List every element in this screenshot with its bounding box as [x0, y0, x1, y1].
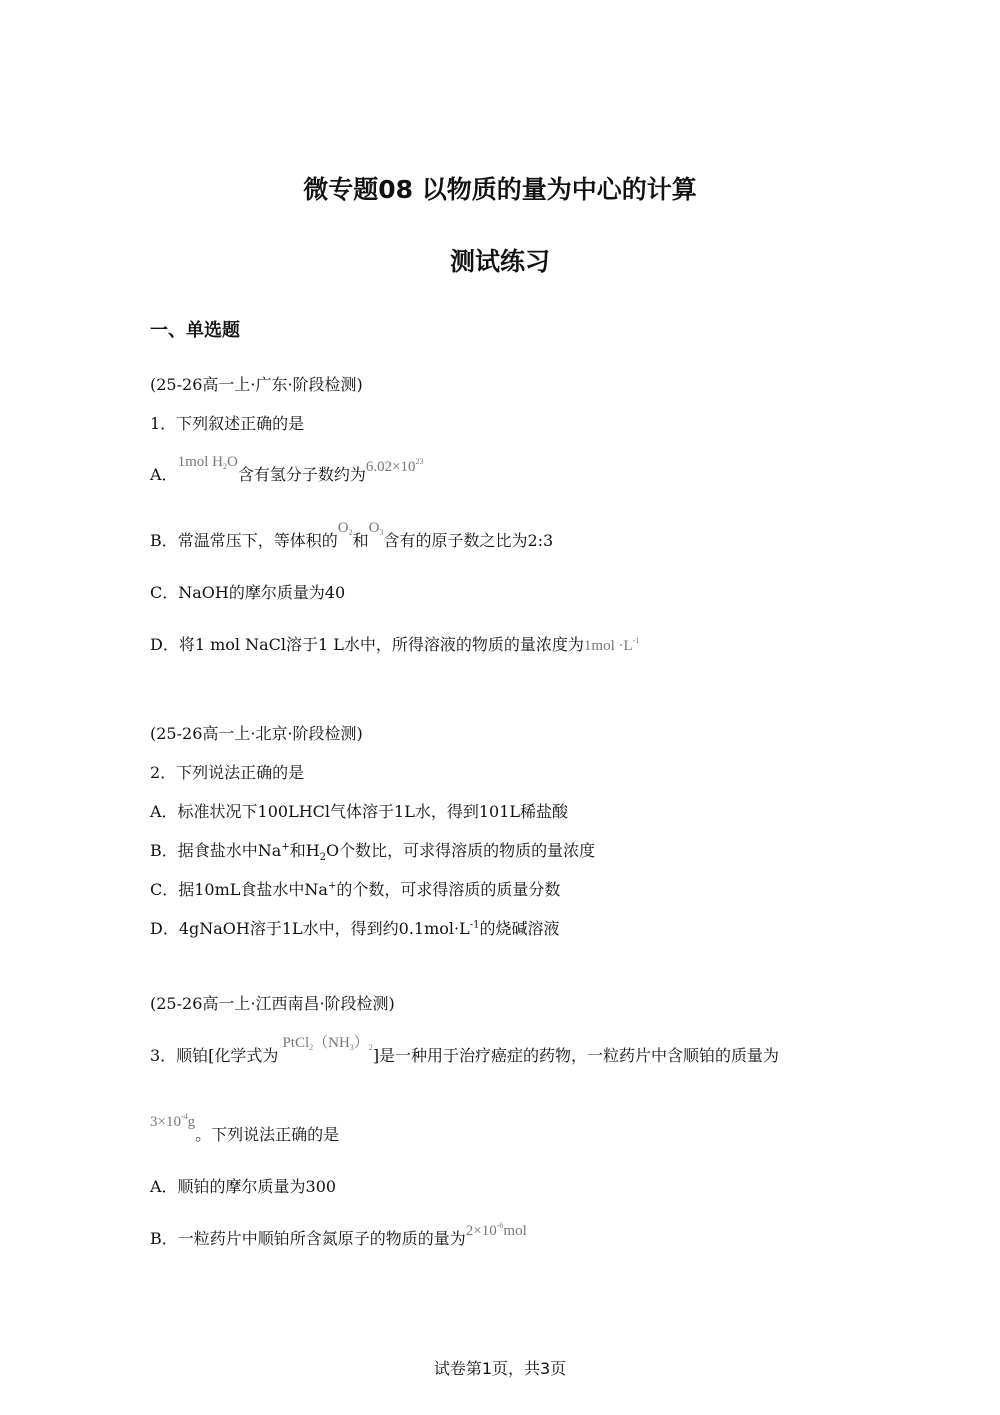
page-title: 微专题08 以物质的量为中心的计算 — [303, 175, 697, 204]
q1-b-post: 含有的原子数之比为2:3 — [383, 531, 554, 550]
q3-source: (25-26高一上·江西南昌·阶段检测) — [150, 994, 395, 1013]
q3-b-f-sup: -6 — [496, 1221, 504, 1230]
q3-stem — [150, 1035, 780, 1066]
q1-b-formula-1 — [338, 520, 353, 536]
q1-d-f-sup: -1 — [632, 636, 640, 645]
q1-d-f-main: 1mol ·L — [583, 638, 633, 654]
q3-f1-c: ） — [353, 1035, 369, 1051]
q3-f2-end: g — [187, 1114, 196, 1130]
q2-option-d — [150, 916, 560, 939]
q3-option-a: A．顺铂的摩尔质量为300 — [150, 1177, 337, 1196]
q3-f2-main: 3×10 — [150, 1114, 181, 1130]
q1-stem: 1．下列叙述正确的是 — [150, 414, 305, 433]
q3-formula-1 — [282, 1035, 372, 1051]
q2-option-c — [150, 877, 560, 900]
section-heading: 一、单选题 — [150, 320, 240, 341]
q1-a-f1-end: O — [226, 454, 238, 470]
q3-stem2-text: 。下列说法正确的是 — [195, 1125, 340, 1144]
q1-a-formula-2 — [366, 459, 424, 475]
q1-a-mid: 含有氢分子数约为 — [237, 465, 366, 484]
q1-b-formula-2 — [369, 520, 384, 536]
q3-f1-b: （NH — [313, 1035, 350, 1051]
q2-stem: 2．下列说法正确的是 — [150, 763, 305, 782]
q1-option-a — [150, 454, 424, 485]
q2-b-mid: 和H — [289, 841, 320, 860]
q3-stem-2 — [150, 1112, 340, 1145]
q2-d-post: 的烧碱溶液 — [479, 919, 560, 938]
q2-source: (25-26高一上·北京·阶段检测) — [150, 724, 363, 743]
q1-a-formula-1 — [178, 454, 238, 470]
q2-c-sup: + — [327, 880, 337, 892]
q3-b-f-main: 2×10 — [465, 1223, 497, 1239]
q2-c-post: 的个数，可求得溶质的质量分数 — [336, 880, 561, 899]
q1-b-f1-main: O — [337, 520, 349, 536]
q3-stem-post: ]是一种用于治疗癌症的药物，一粒药片中含顺铂的质量为 — [372, 1046, 780, 1065]
q2-d-sup: -1 — [469, 919, 480, 931]
q1-b-f2-main: O — [368, 520, 380, 536]
q3-stem-pre: 3．顺铂[化学式为 — [150, 1046, 279, 1065]
q1-a-f1-sub: 2 — [222, 462, 227, 471]
q3-f1-sub3: 2 — [368, 1043, 373, 1052]
q2-option-a: A．标准状况下100LHCl气体溶于1L水，得到101L稀盐酸 — [150, 802, 569, 821]
q1-b-mid: 和 — [352, 531, 369, 550]
q3-f1-a: PtCl — [282, 1035, 310, 1051]
q1-a-f2-main: 6.02×10 — [365, 459, 416, 475]
q3-b-pre: B．一粒药片中顺铂所含氮原子的物质的量为 — [150, 1229, 466, 1248]
q1-a-f2-sup: 23 — [415, 457, 424, 466]
q3-b-formula — [466, 1223, 527, 1239]
q3-f1-sub1: 2 — [309, 1043, 314, 1052]
q2-option-b — [150, 838, 595, 863]
q3-option-b — [150, 1221, 527, 1249]
q1-option-b — [150, 520, 554, 551]
q3-formula-2 — [150, 1114, 195, 1130]
q1-d-formula — [584, 638, 639, 654]
q1-source: (25-26高一上·广东·阶段检测) — [150, 375, 363, 394]
page-footer: 试卷第1页，共3页 — [433, 1359, 567, 1378]
page-subtitle: 测试练习 — [449, 247, 550, 276]
q1-b-f2-sub: 3 — [379, 528, 384, 537]
q2-d-pre: D．4gNaOH溶于1L水中，得到约0.1mol·L — [150, 919, 470, 938]
q2-b-sup: + — [281, 841, 290, 853]
q1-a-f1-main: 1mol H — [177, 454, 223, 470]
q3-f1-sub2: 3 — [349, 1043, 354, 1052]
q1-b-f1-sub: 2 — [348, 528, 353, 537]
q1-a-prefix: A． — [150, 465, 178, 484]
q3-b-f-end: mol — [503, 1223, 527, 1239]
q2-b-post: O个数比，可求得溶质的物质的量浓度 — [326, 841, 596, 860]
q3-f2-sup: -4 — [180, 1112, 188, 1121]
q1-option-c: C．NaOH的摩尔质量为40 — [150, 583, 346, 602]
q2-b-sub: 2 — [319, 852, 327, 864]
q1-d-prefix: D．将1 mol NaCl溶于1 L水中，所得溶液的物质的量浓度为 — [150, 635, 584, 654]
q1-option-d — [150, 632, 639, 655]
q1-b-prefix: B．常温常压下，等体积的 — [150, 531, 338, 550]
q2-b-pre: B．据食盐水中Na — [150, 841, 282, 860]
q2-c-pre: C．据10mL食盐水中Na — [150, 880, 328, 899]
